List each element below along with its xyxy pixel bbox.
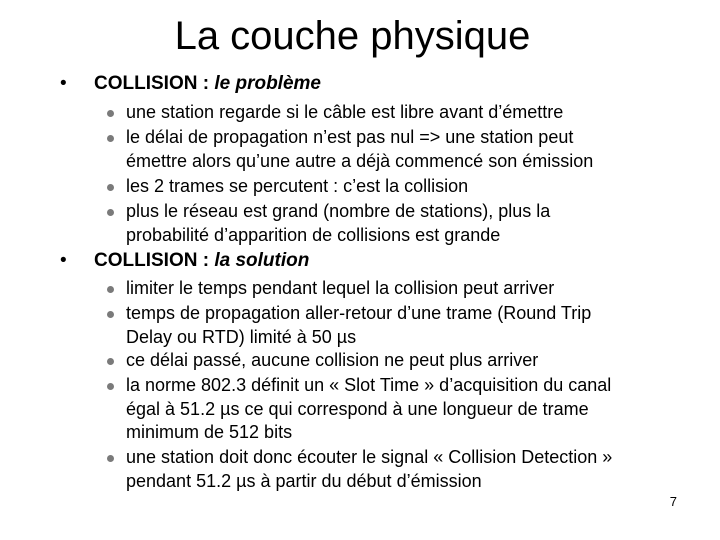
- page-number: 7: [669, 494, 677, 509]
- list-item-line: la norme 802.3 définit un « Slot Time » d’acquisition du canal: [126, 375, 612, 395]
- list-item-line: ce délai passé, aucune collision ne peut plus arriver: [126, 350, 539, 370]
- section-collision-solution: [60, 249, 310, 273]
- list-item-line: Delay ou RTD) limité à 50 µs: [126, 326, 357, 347]
- bullet-dot-icon: [107, 184, 114, 191]
- list-item-line: une station regarde si le câble est libre avant d’émettre: [126, 102, 564, 122]
- list-item-line: émettre alors qu’une autre a déjà commencé son émission: [126, 150, 594, 171]
- list-item: [126, 126, 593, 173]
- bullet-marker: •: [60, 250, 67, 271]
- list-item: [126, 349, 538, 373]
- section-collision-problem: [60, 72, 321, 96]
- list-item-line: limiter le temps pendant lequel la collision peut arriver: [126, 278, 555, 298]
- list-item: [126, 302, 591, 349]
- bullet-dot-icon: [107, 455, 114, 462]
- section-subheading: le problème: [214, 73, 321, 94]
- list-item-line: plus le réseau est grand (nombre de stations), plus la: [126, 201, 551, 221]
- bullet-dot-icon: [107, 209, 114, 216]
- list-item-line: temps de propagation aller-retour d’une trame (Round Trip: [126, 303, 592, 323]
- bullet-dot-icon: [107, 311, 114, 318]
- bullet-dot-icon: [107, 358, 114, 365]
- list-item-line: les 2 trames se percutent : c’est la collision: [126, 176, 469, 196]
- slide-title: La couche physique: [174, 14, 531, 58]
- section-heading: COLLISION: [94, 250, 198, 271]
- bullet-dot-icon: [107, 135, 114, 142]
- bullet-dot-icon: [107, 286, 114, 293]
- list-item: [126, 374, 611, 445]
- bullet-dot-icon: [107, 383, 114, 390]
- list-item: [126, 175, 468, 199]
- bullet-marker: •: [60, 73, 67, 94]
- section-separator: :: [197, 73, 215, 94]
- list-item: [126, 101, 563, 125]
- section-separator: :: [197, 250, 215, 271]
- section-subheading: la solution: [214, 250, 310, 271]
- list-item-line: une station doit donc écouter le signal « Collision Detection »: [126, 447, 613, 467]
- list-item: [126, 200, 550, 247]
- bullet-dot-icon: [107, 110, 114, 117]
- list-item-line: égal à 51.2 µs ce qui correspond à une longueur de trame: [126, 398, 589, 419]
- list-item: [126, 277, 554, 301]
- list-item-line: probabilité d’apparition de collisions est grande: [126, 224, 501, 245]
- list-item-line: minimum de 512 bits: [126, 422, 293, 442]
- list-item-line: pendant 51.2 µs à partir du début d’émission: [126, 470, 482, 491]
- list-item-line: le délai de propagation n’est pas nul => une station peut: [126, 127, 574, 147]
- section-heading: COLLISION: [94, 73, 198, 94]
- list-item: [126, 446, 612, 493]
